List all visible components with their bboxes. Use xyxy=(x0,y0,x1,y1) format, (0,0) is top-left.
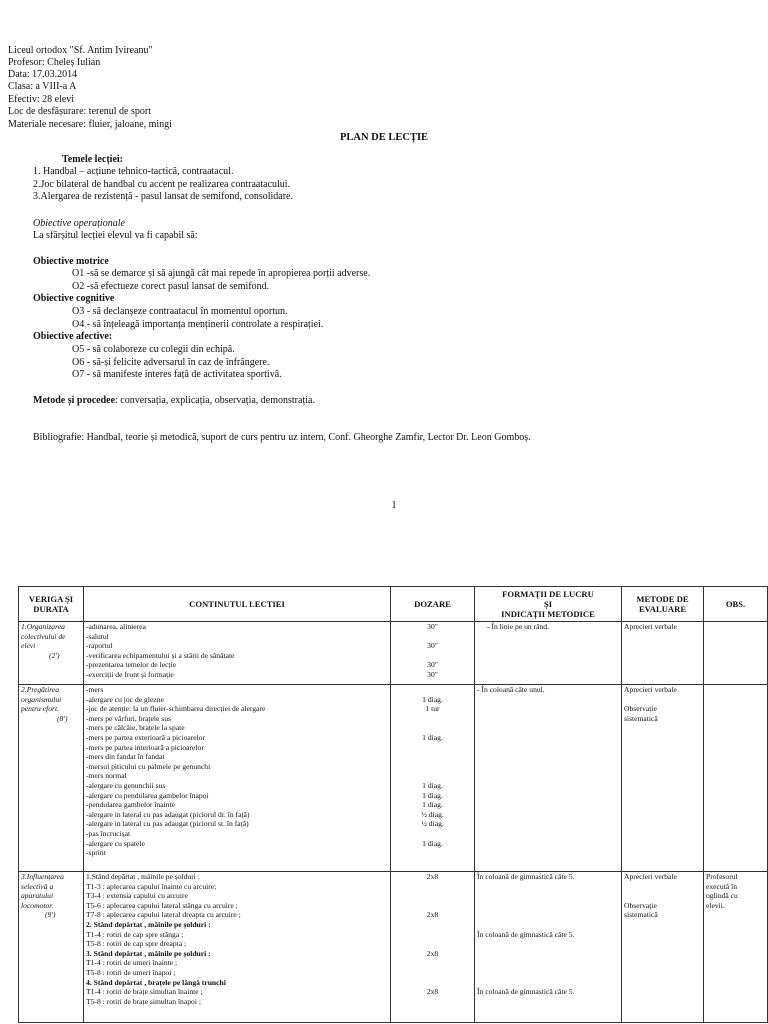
evaluation-cell: Aprecieri verbale xyxy=(622,622,704,685)
stage-cell: 3.Influențarea selectivă a aparatului locomotor. (9') xyxy=(19,872,84,1023)
obs-cell xyxy=(704,685,768,872)
theme-item: 3.Alergarea de rezistență - pasul lansat de semifond, consolidare. xyxy=(33,191,293,202)
content-cell: -adunarea, alinierea -salutul -raportul -verificarea echipamentului și a stării de sănătate -prezentarea temelor de lecție -exerciții de front și formație xyxy=(84,622,391,685)
objectives-heading: Obiective operaționale xyxy=(33,218,125,229)
formation-cell: - În linie pe un rând. xyxy=(475,622,622,685)
header-dose: DOZARE xyxy=(391,587,475,622)
objective-item: O7 - să manifeste interes față de activitatea sportivă. xyxy=(72,369,282,380)
header-formation: FORMAȚII DE LUCRU ȘI INDICAȚII METODICE xyxy=(475,587,622,622)
lesson-date: Data: 17.03.2014 xyxy=(8,69,78,80)
school-name: Liceul ortodox "Sf. Antim Ivireanu" xyxy=(8,45,153,56)
methods-text: : conversația, explicația, observația, demonstrația. xyxy=(115,395,315,406)
content-cell: -mers -alergare cu joc de glezne -joc de atenție: la un fluier-schimbarea direcției de alergare -mers pe vârfuri, brațele sus -mers pe călcâie, brațele la spate -mers pe partea exterioară a picioarelor -mers pe partea interioară a picioarelor -mers din fandat în fandat -mersul piticului cu palmele pe genunchi -mers normal -alergare cu genunchii sus -alergare cu pendularea gambelor înapoi -pendularea gambelor înainte -alergare in lateral cu pas adaugat (piciorul dr. în față) -alergare in lateral cu pas adaugat (piciorul st. în față) -pas încrucișat -alergare cu spatele -sprint xyxy=(84,685,391,872)
objective-item: O5 - să colaboreze cu colegii din echipă. xyxy=(72,344,235,355)
objective-item: O4 - să înțeleagă importanța menținerii controlate a respirației. xyxy=(72,319,324,330)
formation-cell: În coloană de gimnastică câte 5. În coloană de gimnastică câte 5. În coloană de gimnastică câte 5. xyxy=(475,872,622,1023)
dose-cell: 30" 30" 30" 30" xyxy=(391,622,475,685)
header-stage: VERIGA ȘI DURATA xyxy=(19,587,84,622)
objective-item: O3 - să declanșeze contraatacul în momentul oportun. xyxy=(72,306,288,317)
objective-item: O6 - să-și felicite adversarul în caz de înfrângere. xyxy=(72,357,270,368)
objective-item: O1 -să se demarce și să ajungă cât mai repede în apropierea porții adverse. xyxy=(72,268,371,279)
obs-cell: Profesorul execută în oglindă cu elevii. xyxy=(704,872,768,1023)
table-row xyxy=(19,622,768,685)
cognitive-objectives-heading: Obiective cognitive xyxy=(33,293,115,304)
table-row xyxy=(19,685,768,872)
page-number: 1 xyxy=(391,500,397,511)
bibliography: Bibliografie: Handbal, teorie și metodică, suport de curs pentru uz intern, Conf. Gheorghe Zamfir, Lector Dr. Leon Gomboș. xyxy=(33,432,531,443)
lesson-table xyxy=(18,586,768,1023)
theme-item: 1. Handbal – acțiune tehnico-tactică, contraatacul. xyxy=(33,166,234,177)
dose-cell: 1 diag. 1 tur 1 diag. 1 diag. 1 diag. 1 diag. ½ diag. ½ diag. 1 diag. xyxy=(391,685,475,872)
objectives-intro: La sfârșitul lecției elevul va fi capabil să: xyxy=(33,230,198,241)
formation-cell: - În coloană câte unul. xyxy=(475,685,622,872)
dose-cell: 2x8 2x8 2x8 2x8 xyxy=(391,872,475,1023)
page-title: PLAN DE LECȚIE xyxy=(339,132,429,143)
stage-cell: 1.Organizarea colectivului de elevi (2') xyxy=(19,622,84,685)
evaluation-cell: Aprecieri verbale Observație sistematică xyxy=(622,685,704,872)
header-content: CONTINUTUL LECTIEI xyxy=(84,587,391,622)
header-obs: OBS. xyxy=(704,587,768,622)
methods-line xyxy=(33,395,315,407)
motor-objectives-heading: Obiective motrice xyxy=(33,256,109,267)
header-evaluation: METODE DE EVALUARE xyxy=(622,587,704,622)
table-row xyxy=(19,872,768,1023)
lesson-materials: Materiale necesare: fluier, jaloane, mingi xyxy=(8,119,172,130)
methods-label: Metode și procedee xyxy=(33,395,116,406)
class-name: Clasa: a VIII-a A xyxy=(8,81,77,92)
table-header-row xyxy=(19,587,768,622)
lesson-place: Loc de desfășurare: terenul de sport xyxy=(8,106,151,117)
theme-item: 2.Joc bilateral de handbal cu accent pe realizarea contraatacului. xyxy=(33,179,291,190)
themes-heading: Temele lecției: xyxy=(62,154,123,165)
teacher-name: Profesor: Cheleș Iulian xyxy=(8,57,101,68)
stage-cell: 2.Pregătirea organismului pentru efort. (8') xyxy=(19,685,84,872)
student-count: Efectiv: 28 elevi xyxy=(8,94,75,105)
affective-objectives-heading: Obiective afective: xyxy=(33,331,113,342)
evaluation-cell: Aprecieri verbale Observație sistematică xyxy=(622,872,704,1023)
content-cell: 1.Stând depărtat , mâinile pe șolduri : T1-3 : aplecarea capului înainte cu arcuire; T3-4 : extensia capului cu arcuire T5-6 : aplecarea capului lateral stânga cu arcuire ; T7-8 : aplecarea capului lateral dreapta cu arcuire ; 2. Stând depărtat , mâinile pe șolduri : T1-4 : rotiri de cap spre stânga ; T5-8 : rotiri de cap spre dreapta ; 3. Stând depărtat , mâinile pe șolduri : T1-4 : rotiri de umeri înainte ; T5-8 : rotiri de umeri înapoi ; 4. Stând depărtat , brațele pe lângă trunchi T1-4 : rotiri de brațe simultan înainte ; T5-8 : rotiri de brațe simultan înapoi ; xyxy=(84,872,391,1023)
obs-cell xyxy=(704,622,768,685)
objective-item: O2 -să efectueze corect pasul lansat de semifond. xyxy=(72,281,270,292)
